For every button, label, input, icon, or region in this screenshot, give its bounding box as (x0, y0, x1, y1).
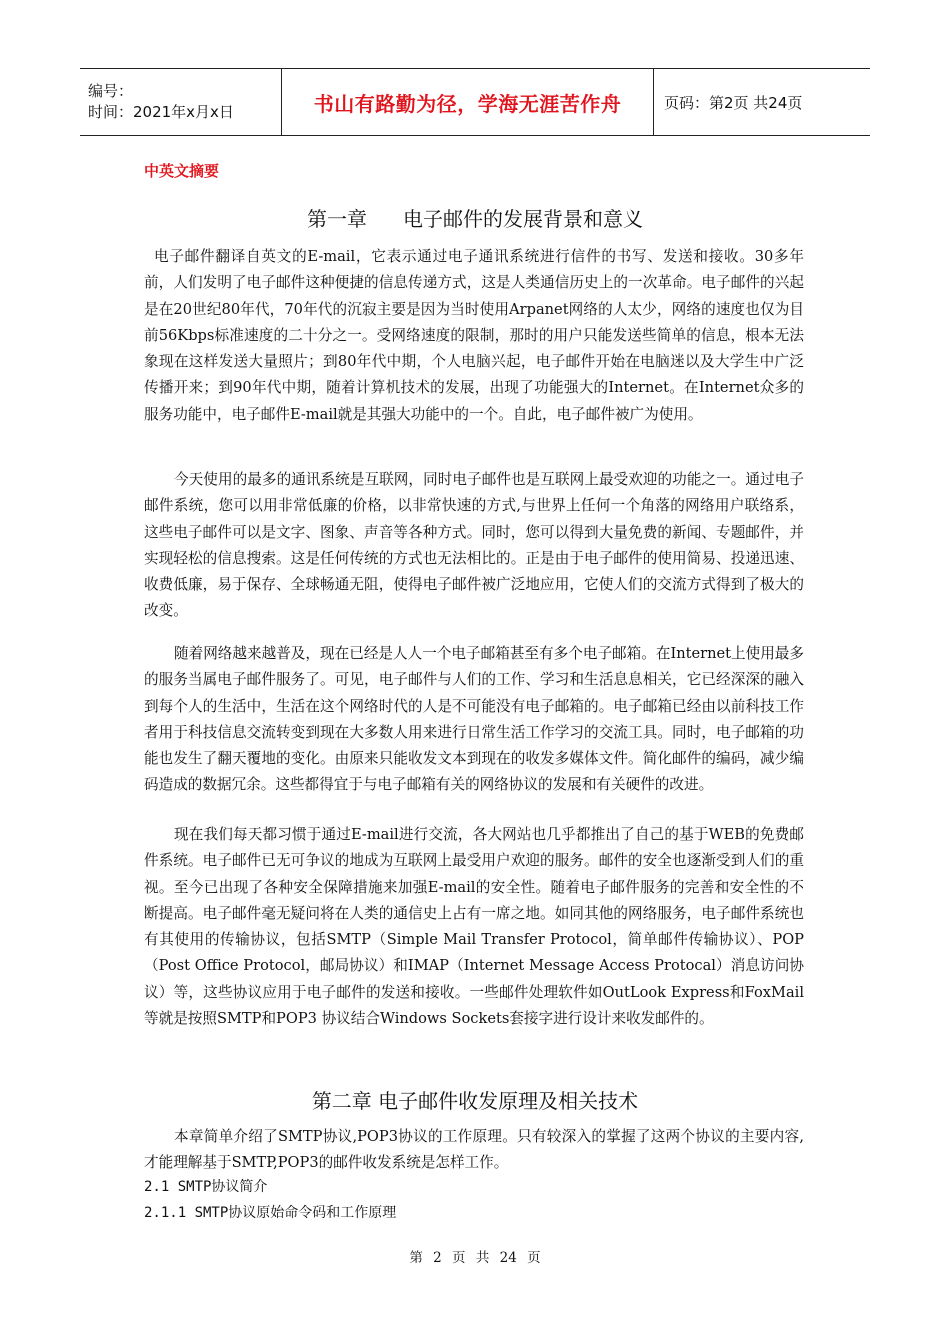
chapter-1-number: 第一章 (307, 207, 367, 231)
chapter-1-title: 电子邮件的发展背景和意义 (403, 207, 643, 231)
chapter-1-heading (0, 203, 950, 232)
page-footer: 第 2 页 共 24 页 (409, 1250, 541, 1266)
header-page-info (654, 69, 870, 135)
header-meta (80, 69, 282, 135)
header-motto (282, 69, 654, 135)
page-info-text: 页码：第2页 共24页 (664, 93, 803, 112)
chapter-2-intro: 本章简单介绍了SMTP协议,POP3协议的工作原理。只有较深入的掌握了这两个协议的主要内容,才能理解基于SMTP,POP3的邮件收发系统是怎样工作。 (144, 1128, 804, 1172)
paragraph-3: 随着网络越来越普及，现在已经是人人一个电子邮箱甚至有多个电子邮箱。在Internet上使用最多的服务当属电子邮件服务了。可见，电子邮件与人们的工作、学习和生活息息相关，它已经深深的融入到每个人的生活中，生活在这个网络时代的人是不可能没有电子邮箱的。电子邮箱已经由以前科技工作者用于科技信息交流转变到现在大多数人用来进行日常生活工作学习的交流工具。同时，电子邮箱的功能也发生了翻天覆地的变化。由原来只能收发文本到现在的收发多媒体文件。简化邮件的编码，减少编码造成的数据冗余。这些都得宜于与电子邮箱有关的网络协议的发展和有关硬件的改进。 (144, 645, 804, 794)
chapter-2-heading: 第二章 电子邮件收发原理及相关技术 (311, 1089, 639, 1113)
section-2-1-heading: 2.1 SMTP协议简介 (144, 1179, 268, 1195)
paragraph-1: 电子邮件翻译自英文的E-mail，它表示通过电子通讯系统进行信件的书写、发送和接收。30多年前，人们发明了电子邮件这种便捷的信息传递方式，这是人类通信历史上的一次革命。电子邮件的兴起是在20世纪80年代，70年代的沉寂主要是因为当时使用Arpanet网络的人太少，网络的速度也仅为目前56Kbps标准速度的二十分之一。受网络速度的限制，那时的用户只能发送些简单的信息，根本无法象现在这样发送大量照片；到80年代中期，个人电脑兴起，电子邮件开始在电脑迷以及大学生中广泛传播开来；到90年代中期，随着计算机技术的发展，出现了功能强大的Internet。在Internet众多的服务功能中，电子邮件E-mail就是其强大功能中的一个。自此，电子邮件被广为使用。 (144, 248, 804, 423)
section-2-1-1-heading: 2.1.1 SMTP协议原始命令码和工作原理 (144, 1205, 397, 1221)
motto-text: 书山有路勤为径，学海无涯苦作舟 (313, 91, 622, 116)
abstract-label: 中英文摘要 (144, 162, 220, 180)
number-label: 编号： (88, 82, 134, 100)
paragraph-4: 现在我们每天都习惯于通过E-mail进行交流，各大网站也几乎都推出了自己的基于WEB的免费邮件系统。电子邮件已无可争议的地成为互联网上最受用户欢迎的服务。邮件的安全也逐渐受到人们的重视。至今已出现了各种安全保障措施来加强E-mail的安全性。随着电子邮件服务的完善和安全性的不断提高。电子邮件毫无疑问将在人类的通信史上占有一席之地。如同其他的网络服务，电子邮件系统也有其使用的传输协议，包括SMTP（Simple Mail Transfer Protocol，简单邮件传输协议）、POP（Post Office Protocol，邮局协议）和IMAP（Internet Message Access Protocal）消息访问协议）等，这些协议应用于电子邮件的发送和接收。一些邮件处理软件如OutLook Express和FoxMail等就是按照SMTP和POP3 协议结合Windows Sockets套接字进行设计来收发邮件的。 (144, 826, 804, 1028)
paragraph-2: 今天使用的最多的通讯系统是互联网，同时电子邮件也是互联网上最受欢迎的功能之一。通过电子邮件系统，您可以用非常低廉的价格，以非常快速的方式,与世界上任何一个角落的网络用户联络系，这些电子邮件可以是文字、图象、声音等各种方式。同时，您可以得到大量免费的新闻、专题邮件，并实现轻松的信息搜索。这是任何传统的方式也无法相比的。正是由于电子邮件的使用简易、投递迅速、收费低廉，易于保存、全球畅通无阻，使得电子邮件被广泛地应用，它使人们的交流方式得到了极大的改变。 (144, 471, 804, 620)
page-header (80, 68, 870, 136)
date-label: 时间：2021年x月x日 (88, 103, 234, 121)
